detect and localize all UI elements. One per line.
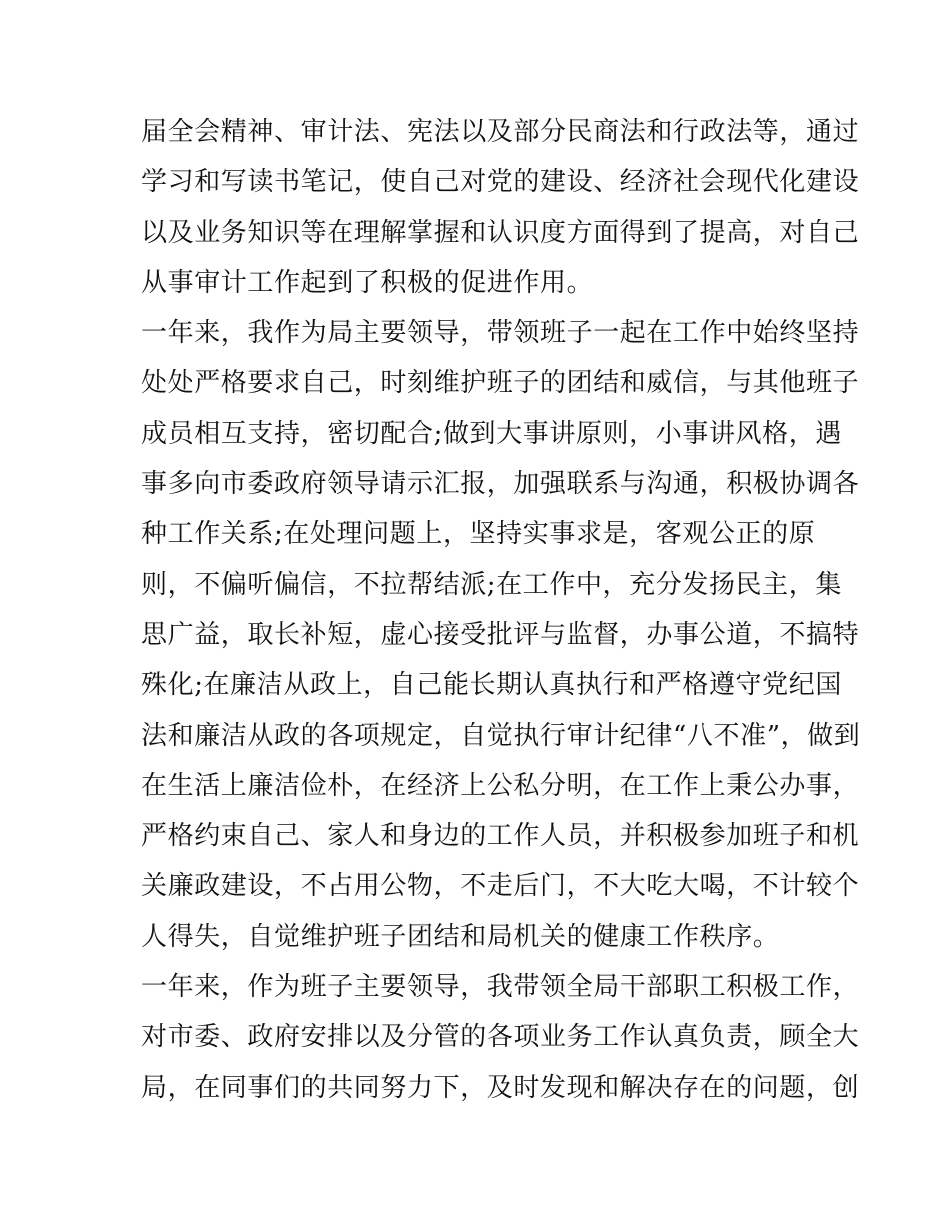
text-line: 法和廉洁从政的各项规定，自觉执行审计纪律“八不准”，做到 <box>141 720 861 751</box>
text-line: 从事审计工作起到了积极的促进作用。 <box>141 267 594 298</box>
text-line: 思广益，取长补短，虚心接受批评与监督，办事公道，不搞特 <box>141 619 860 650</box>
text-line: 严格约束自己、家人和身边的工作人员，并积极参加班子和机 <box>141 821 860 852</box>
text-line: 在生活上廉洁俭朴，在经济上公私分明，在工作上秉公办事， <box>141 770 860 801</box>
text-line: 则，不偏听偏信，不拉帮结派;在工作中，充分发扬民主，集 <box>141 569 842 600</box>
body-text <box>141 107 861 1113</box>
text-line: 关廉政建设，不占用公物，不走后门，不大吃大喝，不计较个 <box>141 871 860 902</box>
text-line: 一年来，作为班子主要领导，我带领全局干部职工积极工作， <box>141 972 860 1003</box>
text-line: 以及业务知识等在理解掌握和认识度方面得到了提高，对自己 <box>141 217 860 248</box>
text-line: 学习和写读书笔记，使自己对党的建设、经济社会现代化建设 <box>141 167 860 198</box>
text-line: 对市委、政府安排以及分管的各项业务工作认真负责，顾全大 <box>141 1022 860 1053</box>
text-line: 殊化;在廉洁从政上，自己能长期认真执行和严格遵守党纪国 <box>141 670 842 701</box>
text-line: 局，在同事们的共同努力下，及时发现和解决存在的问题，创 <box>141 1072 860 1103</box>
text-line: 种工作关系;在处理问题上，坚持实事求是，客观公正的原 <box>141 519 816 550</box>
text-line: 处处严格要求自己，时刻维护班子的团结和威信，与其他班子 <box>141 368 860 399</box>
text-line: 人得失，自觉维护班子团结和局机关的健康工作秩序。 <box>141 921 780 952</box>
text-line: 届全会精神、审计法、宪法以及部分民商法和行政法等，通过 <box>141 117 860 147</box>
text-line: 事多向市委政府领导请示汇报，加强联系与沟通，积极协调各 <box>141 469 860 500</box>
text-line: 一年来，我作为局主要领导，带领班子一起在工作中始终坚持 <box>141 318 860 349</box>
text-line: 成员相互支持，密切配合;做到大事讲原则，小事讲风格，遇 <box>141 418 842 449</box>
